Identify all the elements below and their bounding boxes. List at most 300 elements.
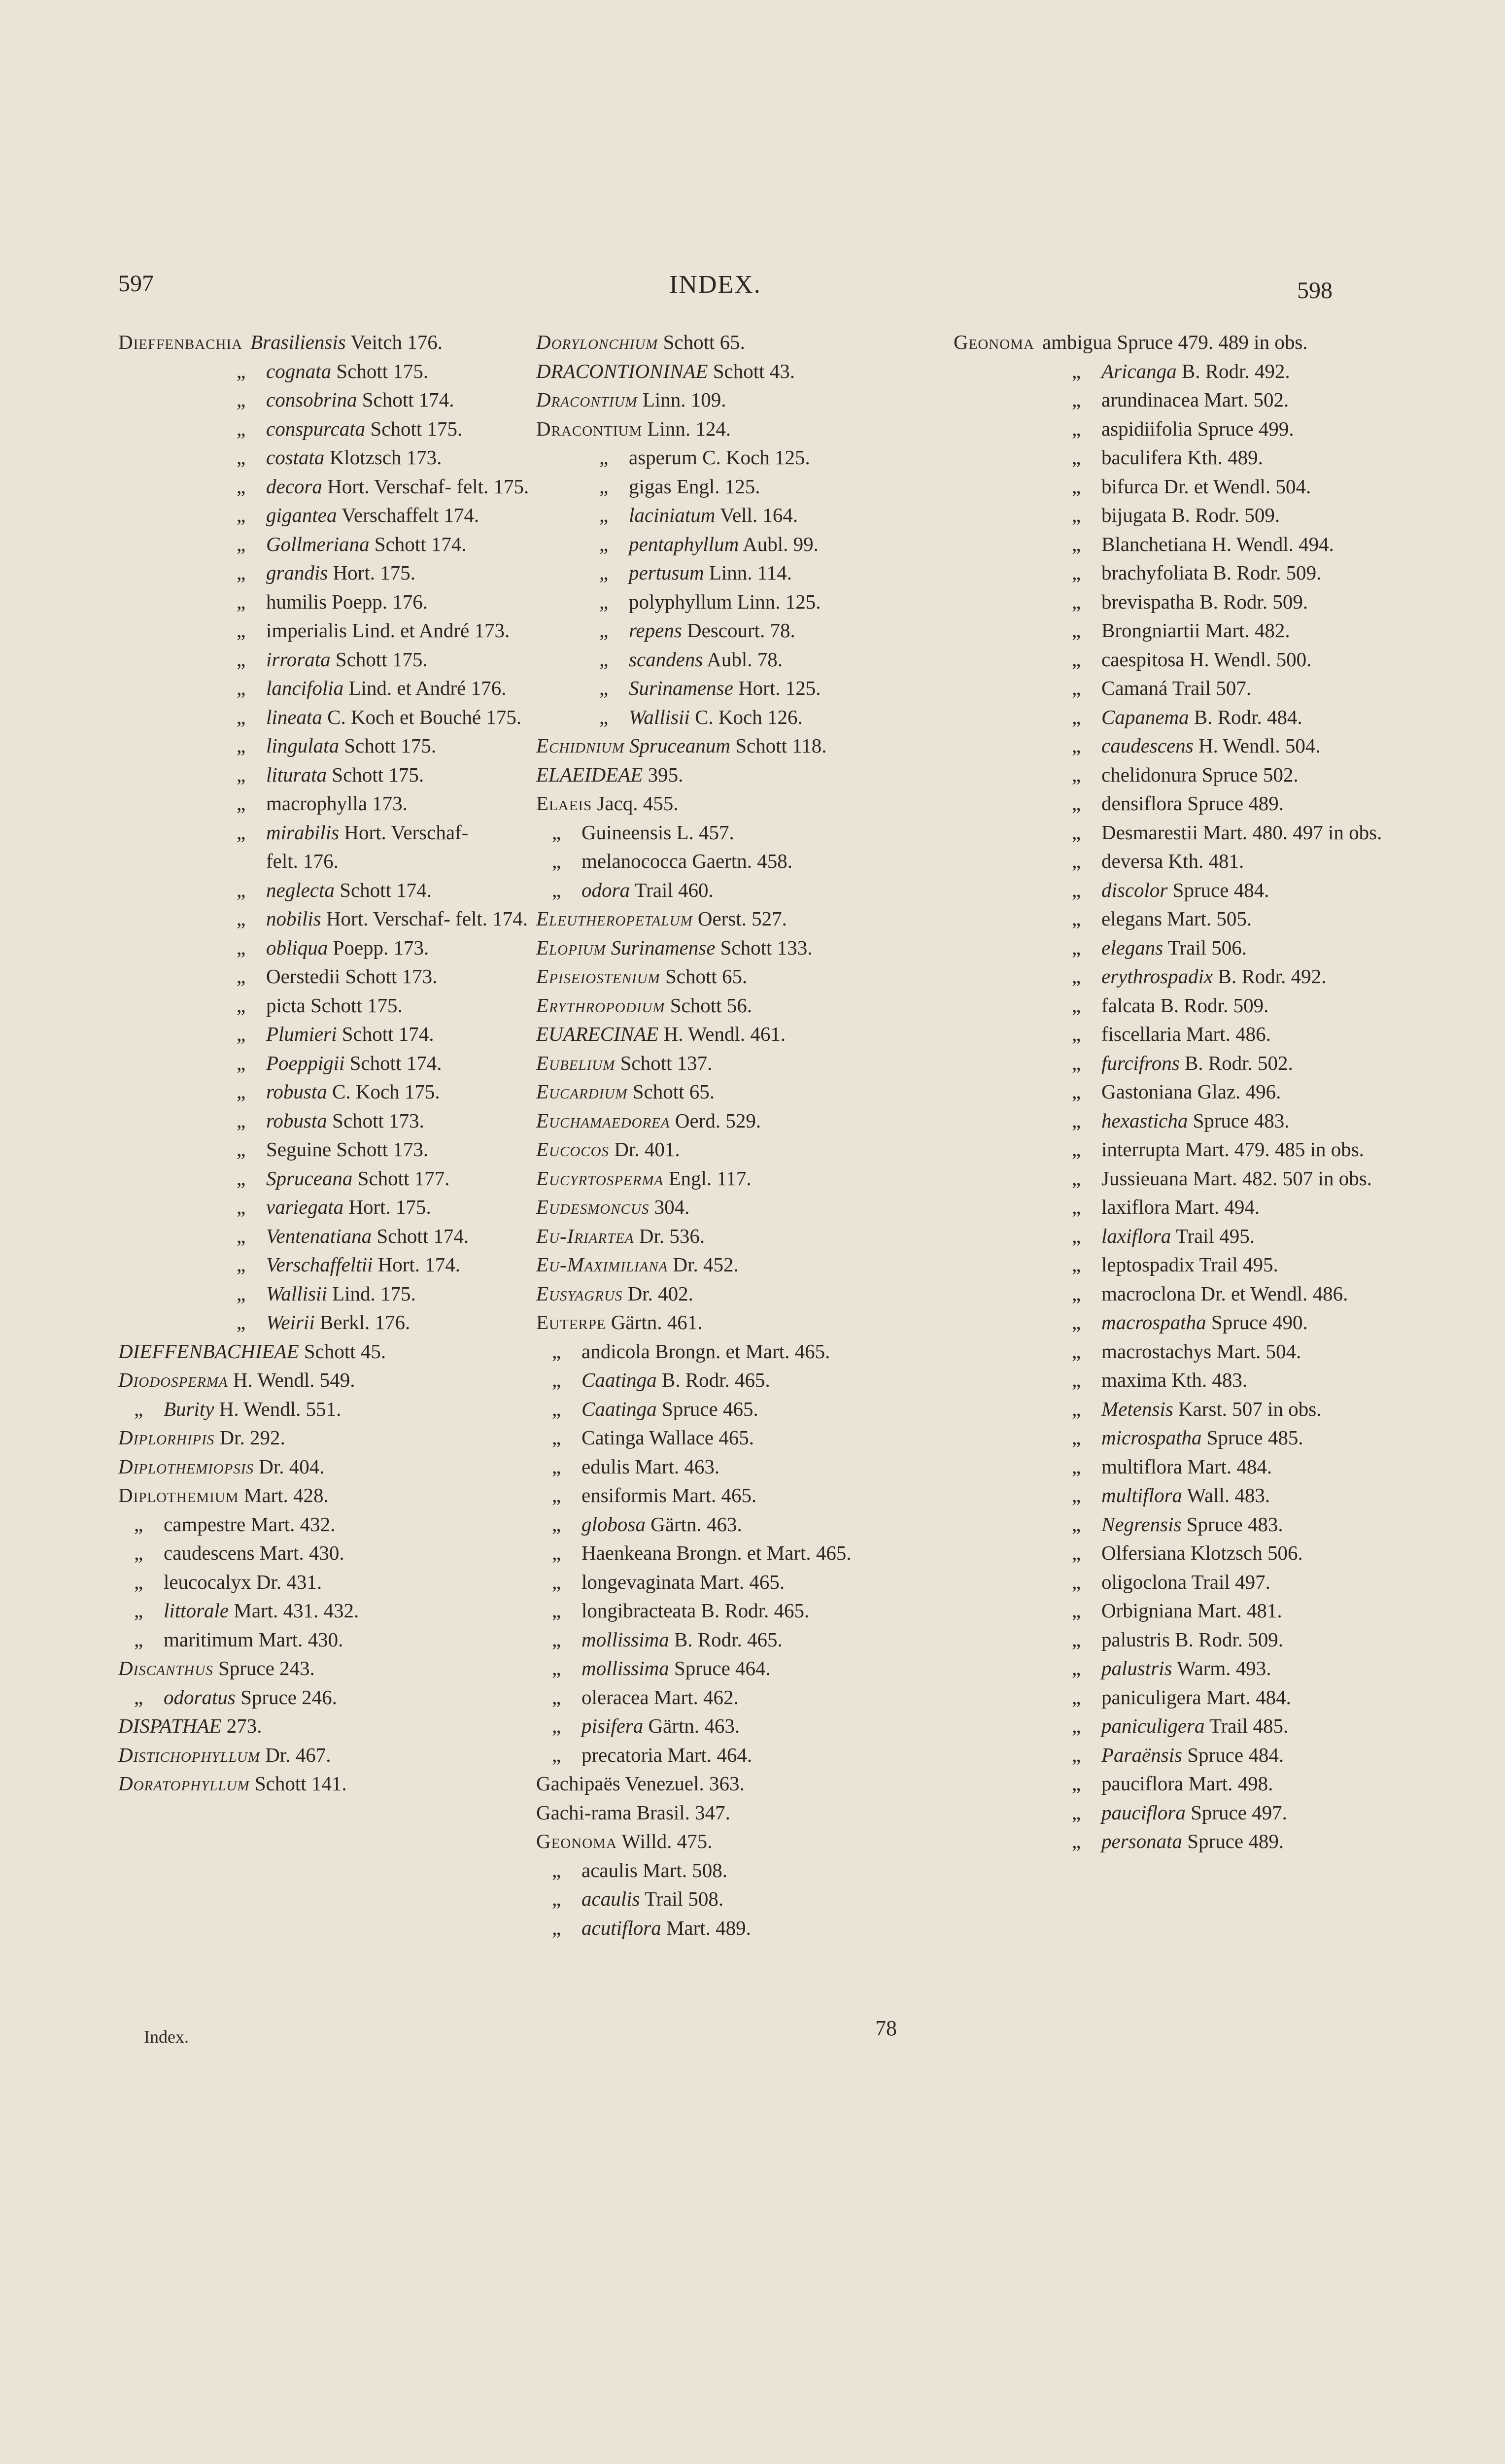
authority-reference: H. Wendl. 504. <box>1193 734 1321 757</box>
authority-reference: Mart. 504. <box>1211 1339 1301 1363</box>
index-entry <box>954 1481 1338 1510</box>
species-name: picta <box>266 993 306 1017</box>
genus-name: Diplorhipis <box>118 1426 215 1449</box>
ditto-mark: „ <box>1072 446 1081 469</box>
genus-name: Euterpe <box>536 1311 606 1334</box>
species-name: acaulis <box>581 1887 640 1910</box>
index-entry <box>536 1337 925 1366</box>
species-name: pauciflora <box>1101 1772 1184 1795</box>
ditto-mark: „ <box>237 1166 246 1190</box>
index-entry <box>118 1308 498 1337</box>
species-name: Wallisii <box>629 705 690 728</box>
index-entry <box>536 1654 925 1683</box>
authority-reference: 395. <box>643 763 684 786</box>
index-entry <box>118 876 498 905</box>
index-entry <box>954 789 1338 818</box>
index-column-2 <box>536 328 925 1942</box>
authority-reference: Poepp. 176. <box>327 590 428 613</box>
authority-reference: Warm. 493. <box>1172 1657 1271 1679</box>
ditto-mark: „ <box>1072 1138 1081 1161</box>
genus-name: Eubelium <box>536 1051 616 1074</box>
ditto-mark: „ <box>1072 561 1081 584</box>
index-entry <box>954 1395 1338 1424</box>
ditto-mark: „ <box>237 590 246 613</box>
ditto-mark: „ <box>552 821 561 844</box>
species-name: obliqua <box>266 936 328 959</box>
species-name: aspidiifolia <box>1101 417 1193 440</box>
genus-name: Geonoma <box>536 1830 617 1852</box>
ditto-mark: „ <box>1072 648 1081 671</box>
ditto-mark: „ <box>237 907 246 930</box>
index-entry <box>536 1884 925 1914</box>
ditto-mark: „ <box>1072 1224 1081 1247</box>
ditto-mark: „ <box>552 1484 561 1506</box>
authority-reference: Trail 507. <box>1167 677 1252 699</box>
index-entry <box>536 1741 925 1770</box>
species-name: repens <box>629 619 682 642</box>
ditto-mark: „ <box>1072 1714 1081 1737</box>
authority-reference: Schott 175. <box>339 734 437 757</box>
authority-reference: Karst. 507 in obs. <box>1173 1397 1322 1420</box>
authority-reference: Oerd. 529. <box>670 1109 761 1132</box>
index-entry <box>118 1366 498 1395</box>
species-name: paniculigera <box>1101 1714 1205 1737</box>
species-name: chelidonura <box>1101 763 1197 786</box>
authority-reference: Schott 175. <box>365 417 463 440</box>
index-entry <box>118 1250 498 1279</box>
ditto-mark: „ <box>599 619 609 642</box>
ditto-mark: „ <box>552 1743 561 1766</box>
authority-reference: Mart. 428. <box>239 1484 329 1506</box>
ditto-mark: „ <box>1072 1512 1081 1536</box>
authority-reference: Schott 173. <box>331 1138 429 1161</box>
ditto-mark: „ <box>1072 763 1081 786</box>
species-name: Gachipaës <box>536 1772 620 1795</box>
index-entry <box>536 1827 925 1856</box>
index-entry <box>954 847 1338 876</box>
ditto-mark: „ <box>599 590 609 613</box>
species-name: Brasiliensis <box>250 331 346 353</box>
species-name: asperum <box>629 446 697 469</box>
index-entry <box>118 1510 498 1539</box>
ditto-mark: „ <box>1072 1541 1081 1564</box>
authority-reference: Trail 460. <box>629 878 714 901</box>
ditto-mark: „ <box>237 388 246 411</box>
ditto-mark: „ <box>134 1599 143 1622</box>
species-name: macroclona <box>1101 1282 1196 1305</box>
ditto-mark: „ <box>552 1541 561 1564</box>
authority-reference: Engl. 125. <box>671 475 760 498</box>
index-entry <box>954 962 1338 991</box>
species-name: fiscellaria <box>1101 1023 1181 1045</box>
authority-reference: Mart. 430. <box>253 1628 343 1651</box>
ditto-mark: „ <box>1072 1166 1081 1190</box>
ditto-mark: „ <box>599 561 609 584</box>
species-name: maritimum <box>164 1628 254 1651</box>
species-name: mirabilis <box>266 821 340 844</box>
species-name: caudescens <box>164 1541 255 1564</box>
index-entry <box>536 1395 925 1424</box>
ditto-mark: „ <box>134 1512 143 1536</box>
species-name: caespitosa <box>1101 648 1185 671</box>
authority-reference: B. Rodr. 465. <box>656 1369 770 1391</box>
species-name: Gastoniana <box>1101 1080 1193 1103</box>
authority-reference: Hort. Verschaf- felt. 174. <box>321 907 528 930</box>
index-entry <box>118 991 498 1020</box>
index-entry <box>954 357 1338 386</box>
footer-page-number: 78 <box>875 2016 897 2040</box>
authority-reference: Mart. 482. <box>1200 619 1290 642</box>
species-name: deversa <box>1101 850 1163 872</box>
authority-reference: Klotzsch 506. <box>1185 1541 1303 1564</box>
index-entry <box>118 674 507 703</box>
species-name: EUARECINAE <box>536 1023 659 1045</box>
authority-reference: Mart. 465. <box>667 1484 757 1506</box>
ditto-mark: „ <box>1072 1455 1081 1478</box>
authority-reference: Spruce 479. 489 in obs. <box>1112 331 1308 353</box>
index-entry <box>536 1222 925 1251</box>
authority-reference: Spruce 484. <box>1182 1743 1284 1766</box>
ditto-mark: „ <box>552 850 561 872</box>
authority-reference: H. Wendl. 461. <box>658 1023 786 1045</box>
ditto-mark: „ <box>237 993 246 1017</box>
index-entry <box>536 1711 925 1741</box>
genus-name: Diplothemium <box>118 1484 239 1506</box>
authority-reference: B. Rodr. 484. <box>1189 705 1302 728</box>
authority-reference: Gärtn. 461. <box>606 1311 703 1334</box>
authority-reference: Schott 177. <box>352 1166 450 1190</box>
index-entry <box>118 962 498 991</box>
species-name: ensiformis <box>581 1484 667 1506</box>
species-name: Desmarestii <box>1101 821 1198 844</box>
ditto-mark: „ <box>1072 1369 1081 1391</box>
ditto-mark: „ <box>1072 1023 1081 1045</box>
index-entry <box>536 876 925 905</box>
species-name: polyphyllum <box>629 590 732 613</box>
index-entry <box>118 1711 498 1741</box>
authority-reference: Schott 175. <box>331 359 429 382</box>
authority-reference: Mart. 505. <box>1162 907 1252 930</box>
index-entry <box>954 1279 1348 1308</box>
ditto-mark: „ <box>237 561 246 584</box>
index-entry <box>118 1769 498 1798</box>
index-entry <box>954 1741 1338 1770</box>
species-name: mollissima <box>581 1657 669 1679</box>
index-entry <box>536 818 925 847</box>
ditto-mark: „ <box>237 1282 246 1305</box>
index-entry <box>118 1654 498 1683</box>
species-name: leucocalyx <box>164 1570 251 1593</box>
ditto-mark: „ <box>134 1570 143 1593</box>
index-entry <box>954 674 1338 703</box>
index-entry <box>954 760 1338 789</box>
species-name: densiflora <box>1101 792 1182 815</box>
index-entry <box>954 1077 1338 1106</box>
ditto-mark: „ <box>552 1369 561 1391</box>
ditto-mark: „ <box>599 648 609 671</box>
authority-reference: Schott 173. <box>340 965 438 988</box>
species-name: oleracea <box>581 1685 649 1709</box>
species-name: palustris <box>1101 1657 1172 1679</box>
index-entry <box>118 1222 498 1251</box>
ditto-mark: „ <box>237 504 246 526</box>
ditto-mark: „ <box>237 734 246 757</box>
species-name: Aricanga <box>1101 359 1177 382</box>
ditto-mark: „ <box>237 1051 246 1074</box>
ditto-mark: „ <box>599 705 609 728</box>
ditto-mark: „ <box>552 878 561 901</box>
ditto-mark: „ <box>1072 1109 1081 1132</box>
index-entry <box>536 1077 925 1106</box>
species-name: variegata <box>266 1196 344 1218</box>
index-entry <box>536 645 925 674</box>
authority-reference: Schott 137. <box>615 1051 713 1074</box>
species-name: neglecta <box>266 878 335 901</box>
index-entry <box>954 1539 1338 1568</box>
ditto-mark: „ <box>134 1397 143 1420</box>
species-name: lancifolia <box>266 677 344 699</box>
species-name: Gollmeriana <box>266 532 370 555</box>
ditto-mark: „ <box>1072 1339 1081 1363</box>
ditto-mark: „ <box>1072 1801 1081 1824</box>
authority-reference: Dr. 402. <box>622 1282 693 1305</box>
authority-reference: Linn. 114. <box>704 561 792 584</box>
index-entry <box>536 789 925 818</box>
authority-reference: Dr. 401. <box>609 1138 680 1161</box>
species-name: Metensis <box>1101 1397 1173 1420</box>
authority-reference: Mart. 430. <box>254 1541 344 1564</box>
authority-reference: Spruce 497. <box>1185 1801 1287 1824</box>
index-entry <box>536 1481 925 1510</box>
index-entry <box>118 472 529 501</box>
ditto-mark: „ <box>237 792 246 815</box>
index-entry <box>536 674 925 703</box>
genus-name: Elopium <box>536 936 606 959</box>
ditto-mark: „ <box>1072 850 1081 872</box>
index-entry <box>954 876 1338 905</box>
authority-reference: Aubl. 99. <box>739 532 819 555</box>
authority-reference: Brongn. et Mart. 465. <box>650 1339 830 1363</box>
index-entry <box>536 760 925 789</box>
index-entry <box>536 1596 925 1625</box>
authority-reference: 173. <box>367 792 408 815</box>
ditto-mark: „ <box>237 821 246 844</box>
authority-reference: Spruce 499. <box>1192 417 1294 440</box>
ditto-mark: „ <box>1072 705 1081 728</box>
species-name: Brongniartii <box>1101 619 1200 642</box>
species-name: campestre <box>164 1512 246 1536</box>
species-name: maxima <box>1101 1369 1167 1391</box>
index-entry <box>536 1049 925 1078</box>
index-entry <box>536 1193 925 1222</box>
authority-reference: B. Rodr. 509. <box>1155 993 1269 1017</box>
index-entry <box>118 1539 498 1568</box>
species-name: brachyfoliata <box>1101 561 1208 584</box>
index-entry <box>536 1539 925 1568</box>
species-name: leptospadix <box>1101 1253 1195 1276</box>
ditto-mark: „ <box>552 1570 561 1593</box>
species-name: Capanema <box>1101 705 1189 728</box>
ditto-mark: „ <box>237 648 246 671</box>
index-entry <box>118 818 498 876</box>
species-name: discolor <box>1101 878 1168 901</box>
ditto-mark: „ <box>1072 619 1081 642</box>
species-name: Paraënsis <box>1101 1743 1182 1766</box>
species-name: longibracteata <box>581 1599 696 1622</box>
index-entry <box>118 1020 498 1049</box>
index-entry <box>536 501 925 530</box>
authority-reference: Mart. 494. <box>1169 1196 1260 1218</box>
ditto-mark: „ <box>1072 1080 1081 1103</box>
authority-reference: Trail 508. <box>640 1887 724 1910</box>
species-name: Orbigniana <box>1101 1599 1193 1622</box>
species-name: pentaphyllum <box>629 532 739 555</box>
species-name: personata <box>1101 1830 1182 1852</box>
species-name: lineata <box>266 705 322 728</box>
species-name: bijugata <box>1101 504 1167 526</box>
species-name: palustris <box>1101 1628 1170 1651</box>
genus-name: Eucyrtosperma <box>536 1166 664 1190</box>
ditto-mark: „ <box>1072 590 1081 613</box>
species-name: acutiflora <box>581 1916 661 1939</box>
index-entry <box>536 1798 925 1827</box>
species-name: ambigua <box>1042 331 1112 353</box>
footer-label: Index. <box>144 2027 189 2047</box>
index-entry <box>536 328 925 357</box>
authority-reference: Schott 174. <box>372 1224 469 1247</box>
index-entry <box>118 1452 498 1481</box>
ditto-mark: „ <box>1072 821 1081 844</box>
index-entry <box>954 616 1338 645</box>
species-name: microspatha <box>1101 1426 1202 1449</box>
authority-reference: Spruce 464. <box>669 1657 771 1679</box>
ditto-mark: „ <box>134 1628 143 1651</box>
genus-name: Elaeis <box>536 792 592 815</box>
genus-name: Eu-Maximiliana <box>536 1253 668 1276</box>
species-name: irrorata <box>266 648 331 671</box>
genus-name: Dracontium <box>536 417 643 440</box>
authority-reference: B. Rodr. 509. <box>1194 590 1308 613</box>
index-entry <box>118 1106 498 1135</box>
ditto-mark: „ <box>599 475 609 498</box>
index-entry <box>118 328 498 357</box>
ditto-mark: „ <box>237 1253 246 1276</box>
ditto-mark: „ <box>237 677 246 699</box>
authority-reference: Descourt. 78. <box>682 619 795 642</box>
authority-reference: Lind. et André 176. <box>343 677 507 699</box>
index-entry <box>954 1798 1338 1827</box>
index-entry <box>536 1423 925 1452</box>
index-entry <box>954 1250 1338 1279</box>
genus-name: Diplothemiopsis <box>118 1455 254 1478</box>
authority-reference: Lind. 175. <box>327 1282 416 1305</box>
authority-reference: Mart. 432. <box>245 1512 336 1536</box>
authority-reference: Engl. 117. <box>663 1166 752 1190</box>
authority-reference: Schott 175. <box>327 763 424 786</box>
ditto-mark: „ <box>1072 792 1081 815</box>
index-column-1 <box>118 328 529 1798</box>
ditto-mark: „ <box>237 359 246 382</box>
authority-reference: Schott 43. <box>708 359 795 382</box>
index-entry <box>954 1164 1372 1193</box>
index-entry <box>118 1596 498 1625</box>
index-entry <box>954 1625 1338 1654</box>
ditto-mark: „ <box>1072 936 1081 959</box>
authority-reference: Dr. et Wendl. 504. <box>1159 475 1311 498</box>
authority-reference: Mart. 489. <box>661 1916 751 1939</box>
species-name: Gachi-rama <box>536 1801 632 1824</box>
species-name: Jussieuana <box>1101 1166 1188 1190</box>
species-name: Caatinga <box>581 1397 657 1420</box>
authority-reference: Brasil. 347. <box>631 1801 730 1824</box>
index-entry <box>118 501 498 530</box>
index-entry <box>536 530 925 559</box>
authority-reference: Klotzsch 173. <box>324 446 442 469</box>
species-name: Surinamense <box>629 677 733 699</box>
genus-heading: Dieffenbachia <box>118 331 243 353</box>
ditto-mark: „ <box>599 446 609 469</box>
genus-name: Eucocos <box>536 1138 610 1161</box>
index-entry <box>954 1654 1338 1683</box>
genus-name: Doratophyllum <box>118 1772 250 1795</box>
ditto-mark: „ <box>552 1916 561 1939</box>
species-name: furcifrons <box>1101 1051 1180 1074</box>
index-entry <box>118 414 498 444</box>
ditto-mark: „ <box>134 1541 143 1564</box>
index-entry <box>118 1279 498 1308</box>
index-entry <box>536 904 925 933</box>
index-entry <box>118 1049 498 1078</box>
ditto-mark: „ <box>1072 878 1081 901</box>
ditto-mark: „ <box>1072 475 1081 498</box>
index-entry <box>118 1481 498 1510</box>
index-entry <box>954 558 1338 587</box>
authority-reference: Dr. 431. <box>251 1570 322 1593</box>
authority-reference: Spruce 484. <box>1167 878 1269 901</box>
species-name: laciniatum <box>629 504 716 526</box>
ditto-mark: „ <box>1072 1570 1081 1593</box>
authority-reference: Mart. 498. <box>1183 1772 1273 1795</box>
index-entry <box>954 1711 1338 1741</box>
species-name: DISPATHAE <box>118 1714 222 1737</box>
authority-reference: Linn. 125. <box>732 590 821 613</box>
authority-reference: Spruce 502. <box>1197 763 1299 786</box>
authority-reference: Trail 495. <box>1195 1253 1278 1276</box>
ditto-mark: „ <box>237 1138 246 1161</box>
authority-reference: Schott 173. <box>327 1109 424 1132</box>
ditto-mark: „ <box>237 1080 246 1103</box>
index-entry <box>536 933 925 962</box>
ditto-mark: „ <box>1072 1253 1081 1276</box>
authority-reference: Jacq. 455. <box>592 792 679 815</box>
ditto-mark: „ <box>237 475 246 498</box>
ditto-mark: „ <box>599 532 609 555</box>
index-entry <box>954 731 1338 760</box>
species-name: laxiflora <box>1101 1224 1171 1247</box>
index-entry <box>118 616 510 645</box>
index-entry <box>954 414 1338 444</box>
authority-reference: Linn. 109. <box>637 388 726 411</box>
species-name: Ventenatiana <box>266 1224 372 1247</box>
authority-reference: Willd. 475. <box>616 1830 713 1852</box>
species-name: Catinga <box>581 1426 645 1449</box>
ditto-mark: „ <box>1072 993 1081 1017</box>
ditto-mark: „ <box>1072 532 1081 555</box>
ditto-mark: „ <box>599 677 609 699</box>
species-name: Olfersiana <box>1101 1541 1186 1564</box>
genus-name: Discanthus <box>118 1657 213 1679</box>
index-entry <box>954 1769 1338 1798</box>
